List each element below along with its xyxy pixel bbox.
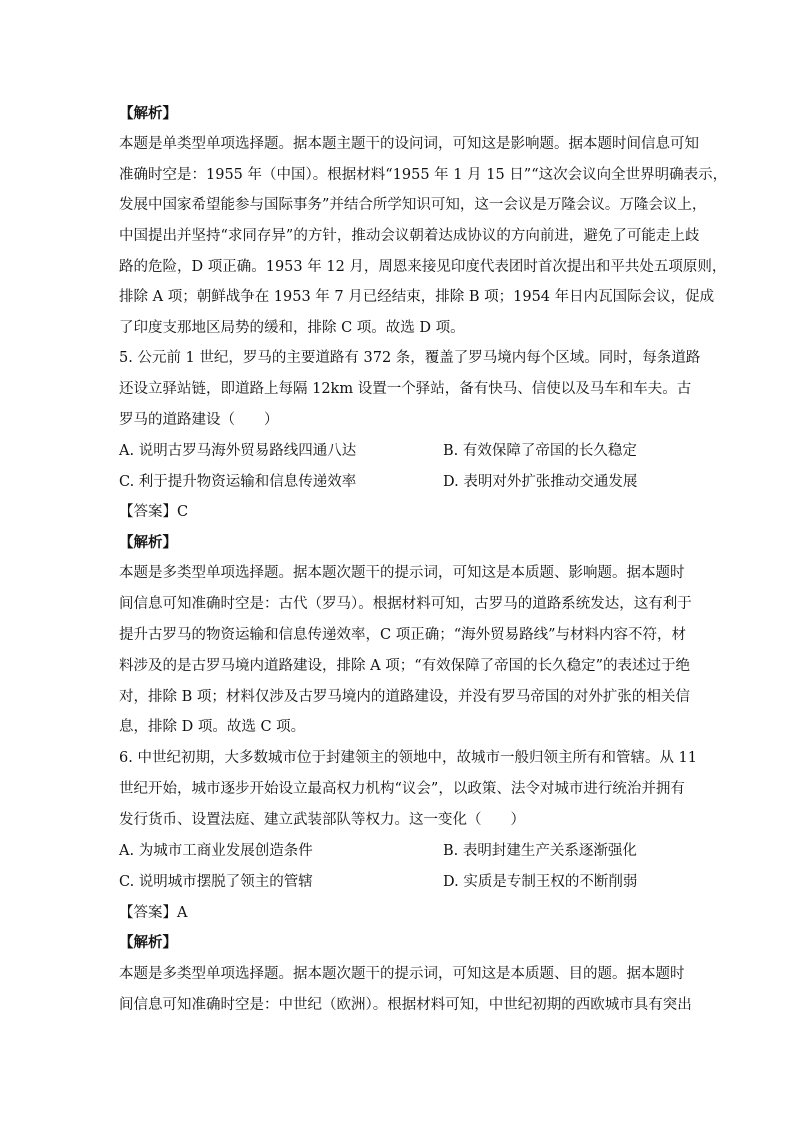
- answer-label: 【答案】A: [119, 905, 188, 921]
- analysis-line: 路的危险，D 项正确。1953 年 12 月，周恩来接见印度代表团时首次提出和平共处五项原则，: [119, 259, 727, 275]
- analysis-heading: 【解析】: [119, 934, 177, 951]
- question-stem-line: 还设立驿站链，即道路上每隔 12km 设置一个驿站，备有快马、信使以及马车和车夫。古: [119, 381, 692, 397]
- question-stem-line: 5. 公元前 1 世纪，罗马的主要道路有 372 条，覆盖了罗马境内每个区域。同时，每条道路: [119, 350, 701, 366]
- question-stem-line: 罗马的道路建设（ ）: [119, 412, 279, 428]
- option-c: C. 利于提升物资运输和信息传递效率: [119, 474, 357, 490]
- answer-label: 【答案】C: [119, 504, 189, 520]
- question-stem-line: 发行货币、设置法庭、建立武装部队等权力。这一变化（ ）: [119, 812, 525, 828]
- analysis-line: 本题是多类型单项选择题。据本题次题干的提示词，可知这是本质题、目的题。据本题时: [119, 966, 685, 982]
- question-stem-line: 6. 中世纪初期，大多数城市位于封建领主的领地中，故城市一般归领主所有和管辖。从 11: [119, 750, 697, 766]
- analysis-line: 准确时空是：1955 年（中国）。根据材料“1955 年 1 月 15 日”“这次会议向全世界明确表示，: [119, 167, 728, 183]
- analysis-line: 了印度支那地区局势的缓和，排除 C 项。故选 D 项。: [119, 320, 465, 336]
- option-b: B. 表明封建生产关系逐渐强化: [443, 843, 637, 859]
- analysis-line: 本题是单类型单项选择题。据本题主题干的设问词，可知这是影响题。据本题时间信息可知: [119, 136, 699, 152]
- analysis-line: 料涉及的是古罗马境内道路建设，排除 A 项；“有效保障了帝国的长久稳定”的表述过于绝: [119, 658, 691, 674]
- option-a: A. 说明古罗马海外贸易路线四通八达: [119, 443, 357, 459]
- analysis-line: 间信息可知准确时空是：古代（罗马）。根据材料可知，古罗马的道路系统发达，这有利于: [119, 596, 692, 612]
- option-d: D. 表明对外扩张推动交通发展: [443, 474, 638, 490]
- analysis-line: 排除 A 项；朝鲜战争在 1953 年 7 月已经结束，排除 B 项；1954 年日内瓦国际会议，促成: [119, 289, 715, 305]
- analysis-line: 提升古罗马的物资运输和信息传递效率，C 项正确；“海外贸易路线”与材料内容不符，材: [119, 627, 687, 643]
- analysis-line: 对，排除 B 项；材料仅涉及古罗马境内的道路建设，并没有罗马帝国的对外扩张的相关信: [119, 689, 690, 705]
- option-a: A. 为城市工商业发展创造条件: [119, 843, 313, 859]
- option-c: C. 说明城市摆脱了领主的管辖: [119, 874, 313, 890]
- option-b: B. 有效保障了帝国的长久稳定: [443, 443, 637, 459]
- analysis-line: 本题是多类型单项选择题。据本题次题干的提示词，可知这是本质题、影响题。据本题时: [119, 565, 685, 581]
- question-stem-line: 世纪开始，城市逐步开始设立最高权力机构“议会”，以政策、法令对城市进行统治并拥有: [119, 781, 685, 797]
- analysis-line: 中国提出并坚持“求同存异”的方针，推动会议朝着达成协议的方向前进，避免了可能走上歧: [119, 228, 700, 244]
- analysis-line: 间信息可知准确时空是：中世纪（欧洲）。根据材料可知，中世纪初期的西欧城市具有突出: [119, 997, 692, 1013]
- option-d: D. 实质是专制王权的不断削弱: [443, 874, 638, 890]
- analysis-line: 息，排除 D 项。故选 C 项。: [119, 719, 306, 735]
- analysis-heading: 【解析】: [119, 534, 177, 551]
- analysis-line: 发展中国家希望能参与国际事务”并结合所学知识可知，这一会议是万隆会议。万隆会议上，: [119, 197, 707, 213]
- analysis-heading: 【解析】: [119, 105, 177, 122]
